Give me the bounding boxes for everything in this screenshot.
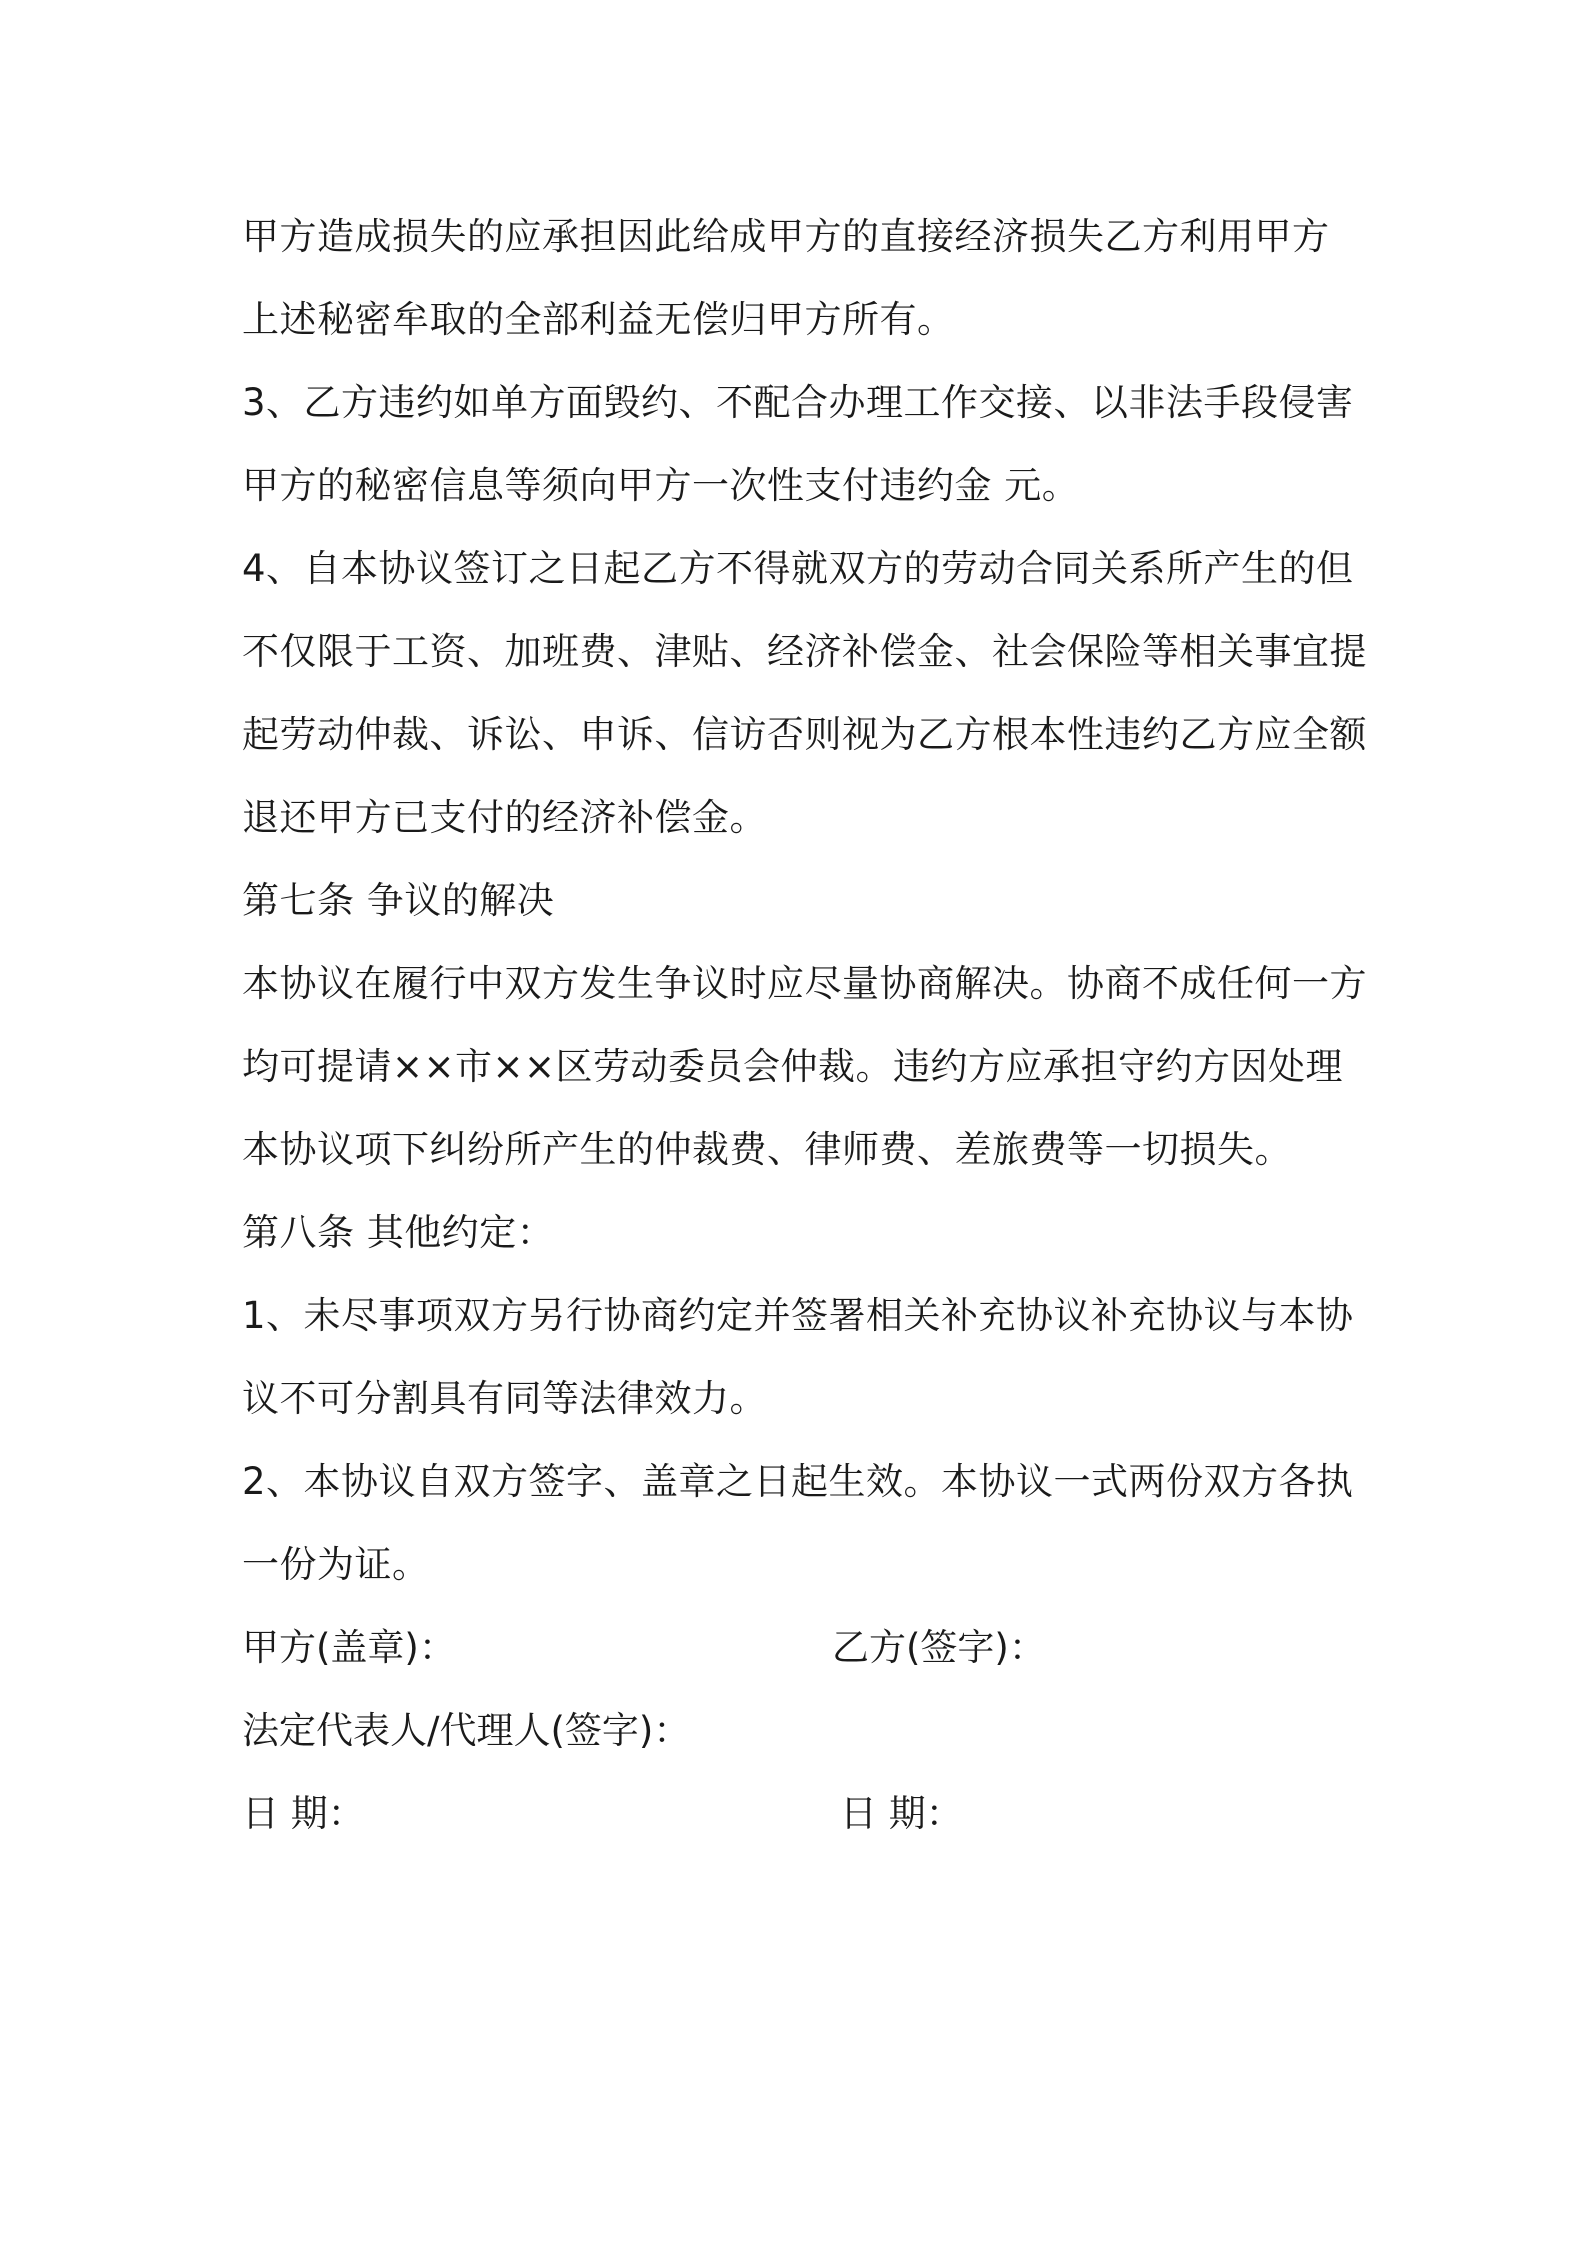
- clause-4-line: 4、自本协议签订之日起乙方不得就双方的劳动合同关系所产生的但: [242, 547, 1354, 590]
- clause-4-line: 起劳动仲裁、诉讼、申诉、信访否则视为乙方根本性违约乙方应全额: [242, 713, 1367, 756]
- article-7-line: 均可提请××市××区劳动委员会仲裁。违约方应承担守约方因处理: [242, 1045, 1344, 1088]
- signature-row-dates: [242, 1772, 1362, 1855]
- article-8-clause-2-line: 2、本协议自双方签字、盖章之日起生效。本协议一式两份双方各执: [242, 1460, 1354, 1503]
- signature-row-parties: [242, 1606, 1362, 1689]
- paragraph-line: 上述秘密牟取的全部利益无偿归甲方所有。: [242, 298, 955, 341]
- article-8-clause-1-line: 1、未尽事项双方另行协商约定并签署相关补充协议补充协议与本协: [242, 1294, 1354, 1337]
- agreement-body: [242, 195, 1367, 1855]
- clause-3-line: 甲方的秘密信息等须向甲方一次性支付违约金 元。: [242, 464, 1080, 507]
- clause-4-line: 退还甲方已支付的经济补偿金。: [242, 796, 767, 839]
- clause-3-line: 3、乙方违约如单方面毁约、不配合办理工作交接、以非法手段侵害: [242, 381, 1354, 424]
- article-7-line: 本协议项下纠纷所产生的仲裁费、律师费、差旅费等一切损失。: [242, 1128, 1292, 1171]
- party-b-signature-label: 乙方(签字)：: [832, 1626, 1046, 1669]
- article-8-heading: 第八条 其他约定：: [242, 1211, 555, 1254]
- article-8-clause-1-line: 议不可分割具有同等法律效力。: [242, 1377, 767, 1420]
- article-7-line: 本协议在履行中双方发生争议时应尽量协商解决。协商不成任何一方: [242, 962, 1367, 1005]
- clause-4-line: 不仅限于工资、加班费、津贴、经济补偿金、社会保险等相关事宜提: [242, 630, 1367, 673]
- article-8-clause-2-line: 一份为证。: [242, 1543, 430, 1586]
- signature-row-legal-rep: [242, 1689, 1362, 1772]
- legal-rep-signature-label: 法定代表人/代理人(签字)：: [242, 1709, 691, 1752]
- party-b-date-label: 日 期：: [840, 1792, 963, 1835]
- party-a-seal-label: 甲方(盖章)：: [242, 1626, 456, 1669]
- party-a-date-label: 日 期：: [242, 1792, 365, 1835]
- paragraph-line: 甲方造成损失的应承担因此给成甲方的直接经济损失乙方利用甲方: [242, 215, 1330, 258]
- article-7-heading: 第七条 争议的解决: [242, 879, 555, 922]
